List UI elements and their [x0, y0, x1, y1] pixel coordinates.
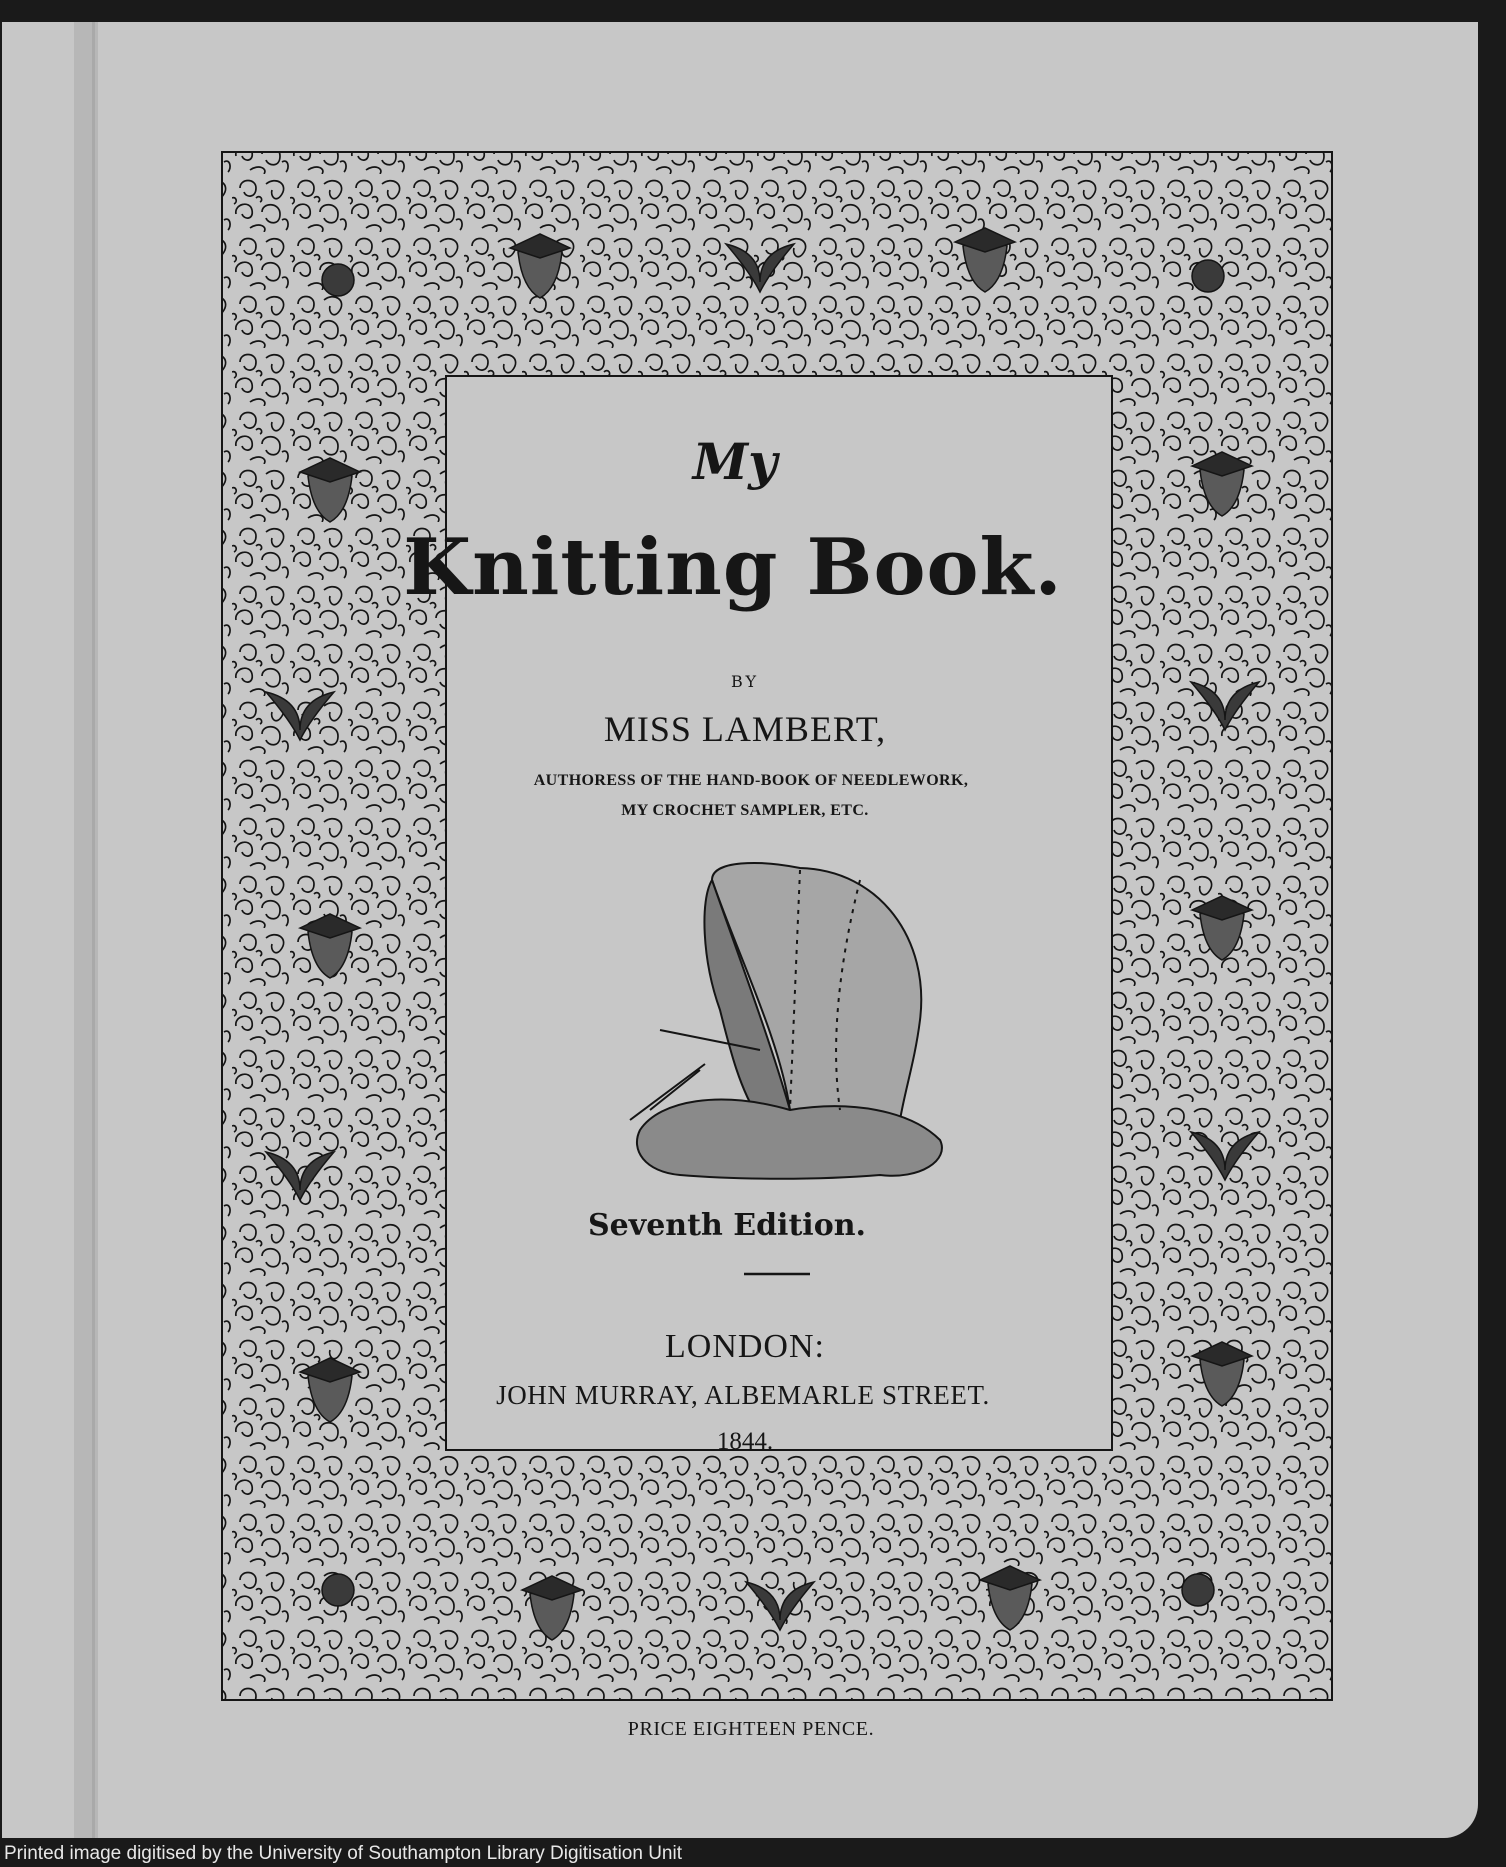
publication-year: 1844.: [716, 1428, 774, 1455]
edition-label: Seventh Edition.: [588, 1208, 866, 1243]
author-credits-2: MY CROCHET SAMPLER, ETC.: [621, 802, 869, 819]
title-knitting-book: Knitting Book.: [403, 522, 1063, 613]
publisher-name: JOHN MURRAY, ALBEMARLE STREET.: [496, 1380, 990, 1410]
byline-by: BY: [730, 672, 760, 691]
author-name: MISS LAMBERT,: [603, 709, 887, 749]
title-my: My: [692, 432, 778, 491]
digitisation-credit: Printed image digitised by the University of Southampton Library Digitisation Unit: [0, 1841, 1506, 1867]
price-line: PRICE EIGHTEEN PENCE.: [627, 1718, 875, 1740]
author-credits-1: AUTHORESS OF THE HAND-BOOK OF NEEDLEWORK,: [533, 772, 969, 789]
border-bottom: [222, 1450, 1332, 1700]
publisher-city: LONDON:: [665, 1328, 825, 1365]
